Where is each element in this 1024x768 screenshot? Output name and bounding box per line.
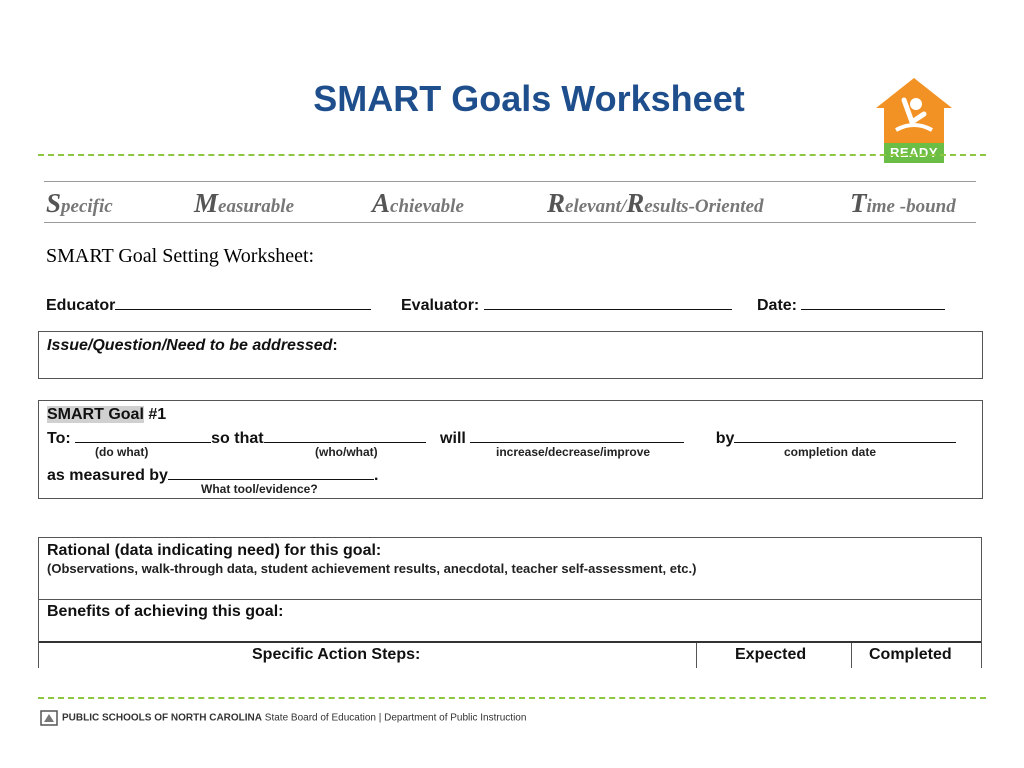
nc-seal-icon	[40, 710, 58, 726]
do-what-caption: (do what)	[95, 445, 149, 459]
col-action-steps: Specific Action Steps:	[252, 646, 421, 663]
completion-caption: completion date	[784, 445, 877, 459]
verb-blank[interactable]	[470, 426, 684, 443]
bottom-divider	[38, 697, 986, 699]
educator-field[interactable]	[46, 293, 371, 315]
page-title: SMART Goals Worksheet	[313, 78, 745, 119]
goal-highlight: SMART Goal	[47, 406, 144, 423]
footer	[40, 710, 526, 726]
rational-examples: (Observations, walk-through data, student achievement results, anecdotal, teacher self-assessment, etc.)	[47, 561, 697, 576]
footer-text: State Board of Education | Department of Public Instruction	[262, 712, 527, 724]
measured-blank[interactable]	[168, 463, 374, 480]
table-top-rule	[39, 641, 981, 643]
issue-box[interactable]	[38, 331, 983, 379]
evaluator-field[interactable]	[401, 293, 732, 315]
col-divider-1	[696, 643, 697, 668]
date-label: Date:	[757, 297, 798, 314]
worksheet-heading: SMART Goal Setting Worksheet:	[46, 245, 315, 267]
evaluator-label: Evaluator:	[401, 297, 480, 314]
who-what-caption: (who/what)	[315, 445, 378, 459]
completion-blank[interactable]	[734, 426, 956, 443]
measured-line: as measured by .	[47, 463, 378, 485]
top-divider	[38, 154, 986, 156]
smart-timebound: Time -bound	[850, 188, 956, 218]
smart-specific: Specific	[46, 188, 113, 218]
smart-relevant: Relevant/Results-Oriented	[547, 188, 764, 218]
who-what-blank[interactable]	[264, 426, 426, 443]
tool-caption: What tool/evidence?	[201, 482, 318, 496]
educator-label: Educator	[46, 297, 116, 314]
date-blank[interactable]	[801, 293, 945, 310]
goal-heading: SMART Goal #1	[47, 406, 167, 423]
benefits-label: Benefits of achieving this goal:	[47, 603, 284, 620]
educator-blank[interactable]	[115, 293, 371, 310]
smart-measurable: Measurable	[194, 188, 295, 218]
smart-achievable: Achievable	[372, 188, 464, 218]
verbs-caption: increase/decrease/improve	[496, 445, 651, 459]
goal-line: To: so that will by	[47, 426, 956, 448]
rational-label: Rational (data indicating need) for this goal:	[47, 542, 382, 559]
date-field[interactable]	[757, 293, 945, 315]
ready-logo-label: READY	[884, 143, 944, 163]
footer-org: PUBLIC SCHOOLS OF NORTH CAROLINA	[62, 712, 262, 724]
col-expected: Expected	[735, 646, 807, 663]
do-what-blank[interactable]	[75, 426, 211, 443]
col-divider-2	[851, 643, 852, 668]
rational-section	[38, 537, 982, 668]
col-completed: Completed	[869, 646, 952, 663]
smart-goal-box[interactable]	[38, 400, 983, 499]
smart-acronym-row	[44, 181, 976, 223]
evaluator-blank[interactable]	[484, 293, 732, 310]
issue-label: Issue/Question/Need to be addressed:	[47, 337, 338, 354]
rational-divider	[39, 599, 981, 600]
